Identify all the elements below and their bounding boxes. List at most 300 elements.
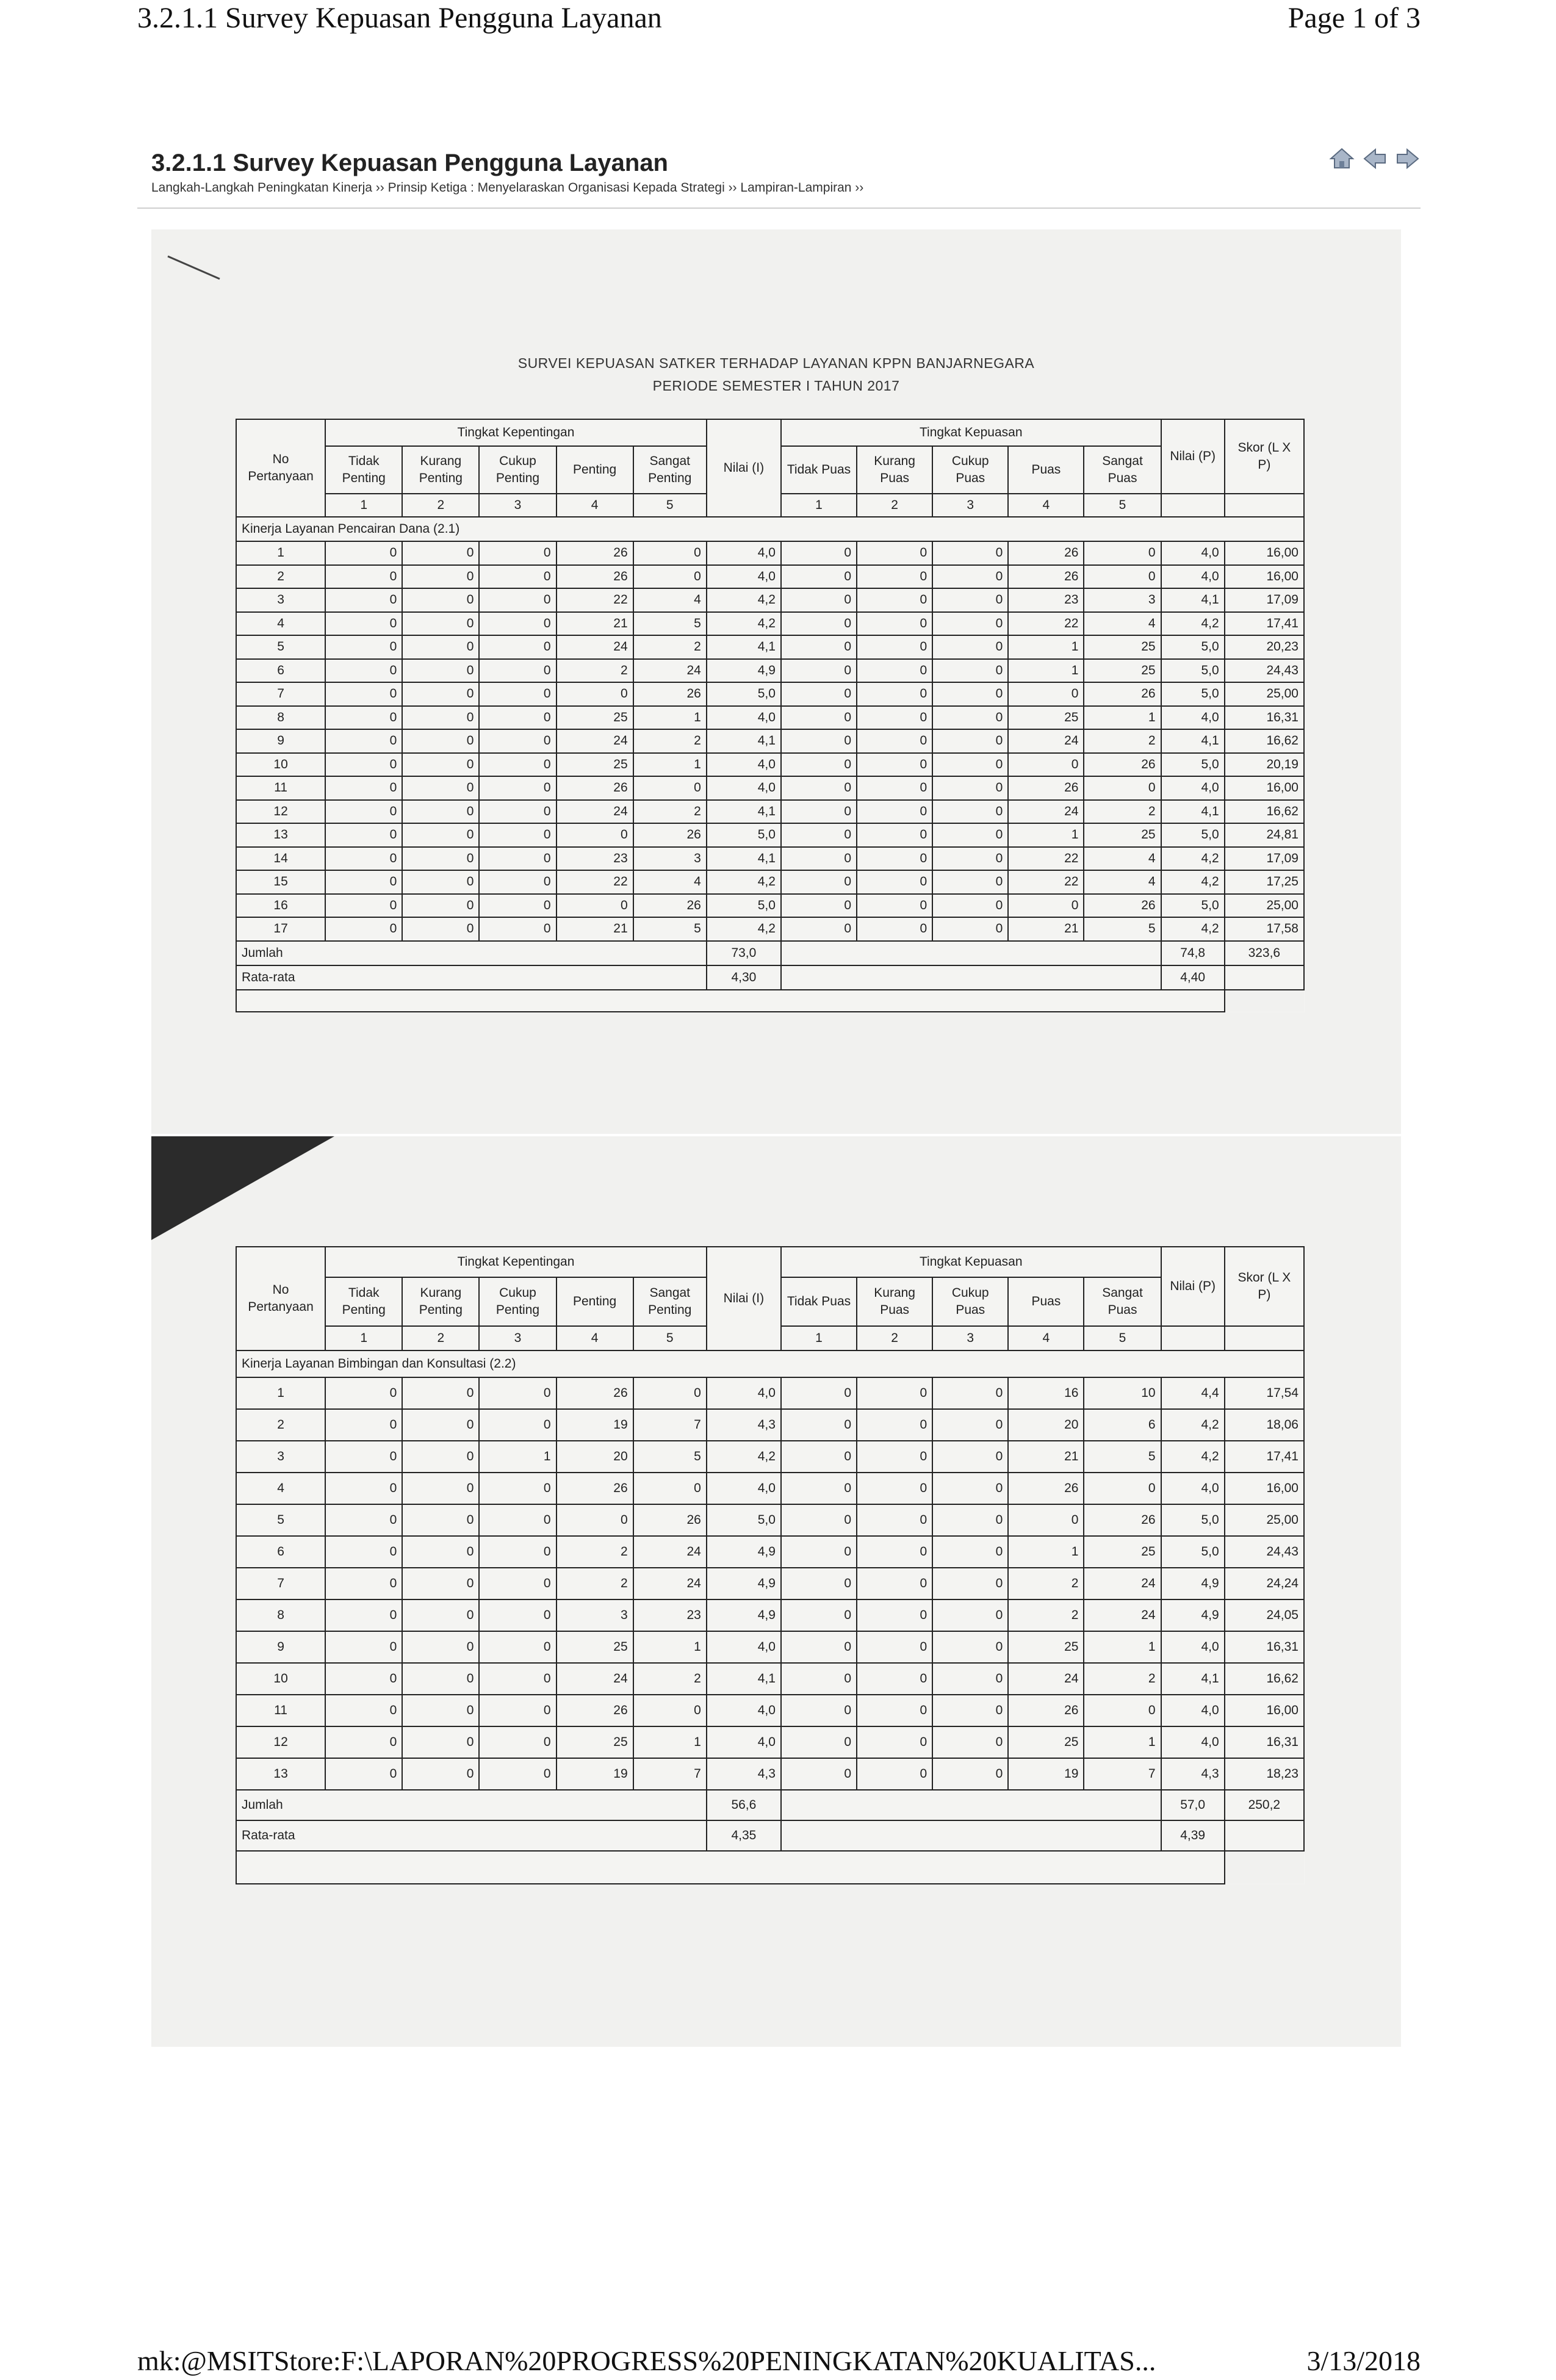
scale-value: 2 (857, 1326, 932, 1350)
cell-value: 24 (633, 1568, 707, 1599)
scale-value: 2 (402, 494, 479, 517)
cell-value: 0 (325, 682, 402, 706)
cell-value: 0 (556, 682, 633, 706)
cell-value: 0 (479, 1758, 556, 1790)
cell-value: 0 (932, 1695, 1008, 1726)
rata-rata-nilai-i: 4,35 (707, 1820, 781, 1851)
header-kepuasan-col: Cukup Puas (932, 446, 1008, 494)
cell-value: 0 (857, 753, 932, 777)
header-kepentingan-col: Kurang Penting (402, 1277, 479, 1326)
cell-value: 4,0 (1161, 706, 1225, 730)
cell-value: 0 (479, 588, 556, 612)
cell-value: 21 (556, 612, 633, 636)
scale-value: 4 (1008, 494, 1084, 517)
table-row (236, 1473, 1304, 1504)
nav-icons (1329, 146, 1421, 171)
cell-value: 0 (402, 635, 479, 659)
empty-cell (1225, 1851, 1304, 1884)
row-number: 7 (236, 682, 325, 706)
cell-value: 0 (325, 1536, 402, 1568)
cell-value: 0 (1008, 894, 1084, 918)
cell-value: 0 (781, 894, 857, 918)
cell-value: 5 (633, 612, 707, 636)
cell-value: 0 (402, 1536, 479, 1568)
scale-value: 3 (479, 494, 556, 517)
cell-value: 0 (932, 847, 1008, 871)
cell-value: 4,0 (1161, 776, 1225, 800)
scale-value: 5 (1084, 1326, 1161, 1350)
cell-value: 5,0 (1161, 1536, 1225, 1568)
header-kepentingan-col: Cukup Penting (479, 446, 556, 494)
cell-value: 0 (556, 894, 633, 918)
table-row (236, 870, 1304, 894)
cell-value: 5,0 (1161, 682, 1225, 706)
cell-value: 0 (325, 823, 402, 847)
survey-table-pencairan-dana (236, 419, 1305, 1012)
cell-value: 25 (1008, 1631, 1084, 1663)
cell-value: 25 (556, 1631, 633, 1663)
cell-value: 24 (1008, 1663, 1084, 1695)
header-kepuasan-col: Puas (1008, 1277, 1084, 1326)
scale-value: 4 (1008, 1326, 1084, 1350)
cell-value: 0 (479, 823, 556, 847)
cell-value: 0 (781, 541, 857, 565)
cell-value: 0 (932, 1599, 1008, 1631)
cell-value: 0 (857, 682, 932, 706)
row-number: 6 (236, 1536, 325, 1568)
cell-value: 0 (932, 635, 1008, 659)
jumlah-nilai-i: 56,6 (707, 1790, 781, 1820)
table-row (236, 588, 1304, 612)
cell-value: 0 (1084, 541, 1161, 565)
cell-value: 25,00 (1225, 682, 1304, 706)
cell-value: 1 (1084, 1631, 1161, 1663)
cell-value: 25 (1084, 1536, 1161, 1568)
cell-value: 4,0 (707, 1726, 781, 1758)
cell-value: 26 (633, 682, 707, 706)
cell-value: 19 (556, 1758, 633, 1790)
cell-value: 1 (633, 753, 707, 777)
cell-value: 25 (1084, 823, 1161, 847)
row-number: 16 (236, 894, 325, 918)
cell-value: 18,06 (1225, 1409, 1304, 1441)
cell-value: 16,62 (1225, 800, 1304, 824)
cell-value: 0 (781, 635, 857, 659)
cell-value: 22 (556, 870, 633, 894)
cell-value: 0 (857, 1695, 932, 1726)
cell-value: 16,62 (1225, 1663, 1304, 1695)
cell-value: 0 (325, 894, 402, 918)
cell-value: 4,1 (707, 1663, 781, 1695)
header-kepentingan-col: Sangat Penting (633, 446, 707, 494)
cell-value: 22 (1008, 870, 1084, 894)
cell-value: 24,05 (1225, 1599, 1304, 1631)
cell-value: 0 (932, 753, 1008, 777)
cell-value: 0 (932, 823, 1008, 847)
header-kepentingan-col: Tidak Penting (325, 446, 402, 494)
cell-value: 5,0 (1161, 894, 1225, 918)
cell-value: 26 (1084, 682, 1161, 706)
cell-value: 0 (781, 682, 857, 706)
cell-value: 0 (857, 894, 932, 918)
empty-cell (1225, 1326, 1304, 1350)
header-tingkat-kepuasan: Tingkat Kepuasan (781, 419, 1161, 446)
header-nilai-i: Nilai (I) (707, 1247, 781, 1350)
cell-value: 0 (857, 917, 932, 941)
cell-value: 0 (932, 706, 1008, 730)
cell-value: 5 (633, 917, 707, 941)
cell-value: 26 (556, 541, 633, 565)
table-row (236, 612, 1304, 636)
section-title: Kinerja Layanan Bimbingan dan Konsultasi (2.2) (236, 1350, 1304, 1377)
cell-value: 16,00 (1225, 565, 1304, 589)
cell-value: 0 (402, 1726, 479, 1758)
cell-value: 2 (633, 1663, 707, 1695)
row-number: 13 (236, 1758, 325, 1790)
scan-shadow (151, 1136, 347, 1246)
row-number: 7 (236, 1568, 325, 1599)
cell-value: 0 (932, 541, 1008, 565)
cell-value: 0 (781, 1473, 857, 1504)
cell-value: 4,2 (1161, 1441, 1225, 1473)
cell-value: 0 (781, 588, 857, 612)
scanned-page-2 (151, 1136, 1401, 2047)
cell-value: 0 (402, 1631, 479, 1663)
cell-value: 4,2 (1161, 870, 1225, 894)
cell-value: 4,0 (707, 541, 781, 565)
row-number: 3 (236, 588, 325, 612)
cell-value: 0 (932, 1441, 1008, 1473)
cell-value: 0 (479, 870, 556, 894)
row-number: 4 (236, 612, 325, 636)
cell-value: 17,09 (1225, 588, 1304, 612)
cell-value: 4,1 (1161, 729, 1225, 753)
cell-value: 4 (633, 870, 707, 894)
table-row (236, 729, 1304, 753)
empty-cell (1161, 1326, 1225, 1350)
jumlah-row (236, 1790, 1304, 1820)
cell-value: 19 (1008, 1758, 1084, 1790)
cell-value: 4,0 (707, 1631, 781, 1663)
row-number: 12 (236, 800, 325, 824)
cell-value: 0 (325, 1599, 402, 1631)
cell-value: 0 (402, 565, 479, 589)
print-header-page: Page 1 of 3 (1288, 2, 1421, 34)
cell-value: 0 (932, 1377, 1008, 1409)
cell-value: 0 (402, 1441, 479, 1473)
header-kepuasan-col: Kurang Puas (857, 1277, 932, 1326)
cell-value: 22 (556, 588, 633, 612)
cell-value: 0 (325, 635, 402, 659)
cell-value: 0 (325, 729, 402, 753)
table-row (236, 706, 1304, 730)
cell-value: 26 (633, 1504, 707, 1536)
empty-cell (1225, 965, 1304, 990)
header-no-pertanyaan: No Pertanyaan (236, 419, 325, 517)
cell-value: 0 (857, 1568, 932, 1599)
table-row (236, 800, 1304, 824)
cell-value: 0 (781, 776, 857, 800)
cell-value: 26 (1084, 753, 1161, 777)
cell-value: 0 (857, 565, 932, 589)
cell-value: 0 (932, 1504, 1008, 1536)
row-number: 2 (236, 1409, 325, 1441)
home-icon[interactable] (1329, 146, 1355, 171)
cell-value: 4,9 (1161, 1599, 1225, 1631)
cell-value: 0 (932, 612, 1008, 636)
cell-value: 0 (857, 1409, 932, 1441)
cell-value: 0 (402, 706, 479, 730)
cell-value: 4,2 (1161, 847, 1225, 871)
cell-value: 0 (781, 753, 857, 777)
cell-value: 0 (781, 823, 857, 847)
row-number: 5 (236, 1504, 325, 1536)
cell-value: 0 (556, 1504, 633, 1536)
cell-value: 0 (402, 1663, 479, 1695)
cell-value: 22 (1008, 612, 1084, 636)
row-number: 1 (236, 541, 325, 565)
cell-value: 0 (479, 1409, 556, 1441)
jumlah-skor: 250,2 (1225, 1790, 1304, 1820)
cell-value: 23 (1008, 588, 1084, 612)
scale-value: 1 (325, 1326, 402, 1350)
cell-value: 0 (932, 1631, 1008, 1663)
cell-value: 0 (479, 776, 556, 800)
cell-value: 0 (402, 612, 479, 636)
cell-value: 16,00 (1225, 1695, 1304, 1726)
header-row-groups (236, 419, 1304, 446)
cell-value: 1 (1008, 635, 1084, 659)
cell-value: 0 (325, 847, 402, 871)
cell-value: 0 (325, 588, 402, 612)
cell-value: 26 (556, 1695, 633, 1726)
row-number: 8 (236, 1599, 325, 1631)
cell-value: 7 (1084, 1758, 1161, 1790)
cell-value: 16,00 (1225, 776, 1304, 800)
breadcrumb[interactable]: Langkah-Langkah Peningkatan Kinerja ›› Prinsip Ketiga : Menyelaraskan Organisasi Kepada Strategi ›› Lampiran-Lampiran ›› (151, 181, 864, 195)
cell-value: 0 (479, 800, 556, 824)
header-kepuasan-col: Cukup Puas (932, 1277, 1008, 1326)
row-number: 1 (236, 1377, 325, 1409)
cell-value: 16,00 (1225, 541, 1304, 565)
cell-value: 0 (633, 541, 707, 565)
cell-value: 25 (1084, 635, 1161, 659)
row-number: 5 (236, 635, 325, 659)
cell-value: 0 (325, 1504, 402, 1536)
cell-value: 24 (556, 800, 633, 824)
cell-value: 1 (633, 706, 707, 730)
cell-value: 4,9 (707, 1568, 781, 1599)
header-no-pertanyaan: No Pertanyaan (236, 1247, 325, 1350)
empty-cell (781, 965, 1161, 990)
cell-value: 25,00 (1225, 1504, 1304, 1536)
scale-value: 4 (556, 494, 633, 517)
cell-value: 0 (781, 1695, 857, 1726)
cell-value: 4,1 (1161, 1663, 1225, 1695)
cell-value: 0 (479, 659, 556, 683)
row-number: 8 (236, 706, 325, 730)
header-nilai-p: Nilai (P) (1161, 419, 1225, 494)
cell-value: 24 (1008, 729, 1084, 753)
arrow-left-icon[interactable] (1362, 146, 1388, 171)
cell-value: 17,09 (1225, 847, 1304, 871)
cell-value: 26 (556, 565, 633, 589)
cell-value: 0 (932, 1758, 1008, 1790)
cell-value: 0 (479, 729, 556, 753)
cell-value: 0 (402, 917, 479, 941)
jumlah-skor: 323,6 (1225, 941, 1304, 965)
cell-value: 0 (932, 800, 1008, 824)
cell-value: 3 (633, 847, 707, 871)
cell-value: 0 (781, 1599, 857, 1631)
cell-value: 26 (556, 1473, 633, 1504)
table-row (236, 1663, 1304, 1695)
table-row (236, 1377, 1304, 1409)
page-head (151, 150, 1421, 195)
cell-value: 0 (479, 1473, 556, 1504)
cell-value: 2 (1084, 1663, 1161, 1695)
cell-value: 0 (479, 917, 556, 941)
cell-value: 4,2 (707, 870, 781, 894)
rata-rata-label: Rata-rata (236, 1820, 707, 1851)
header-skor: Skor (L X P) (1225, 1247, 1304, 1326)
cell-value: 24 (633, 659, 707, 683)
print-footer (137, 2345, 1421, 2380)
cell-value: 5,0 (707, 894, 781, 918)
cell-value: 1 (479, 1441, 556, 1473)
cell-value: 0 (325, 1568, 402, 1599)
cell-value: 0 (325, 1663, 402, 1695)
cell-value: 0 (633, 1473, 707, 1504)
cell-value: 4,1 (707, 635, 781, 659)
cell-value: 23 (633, 1599, 707, 1631)
table-row (236, 1504, 1304, 1536)
cell-value: 5,0 (1161, 823, 1225, 847)
empty-cell (781, 941, 1161, 965)
cell-value: 20,23 (1225, 635, 1304, 659)
row-number: 2 (236, 565, 325, 589)
cell-value: 0 (556, 823, 633, 847)
arrow-right-icon[interactable] (1395, 146, 1421, 171)
cell-value: 5 (633, 1441, 707, 1473)
scale-value: 3 (932, 494, 1008, 517)
cell-value: 20,19 (1225, 753, 1304, 777)
cell-value: 0 (932, 894, 1008, 918)
header-skor: Skor (L X P) (1225, 419, 1304, 494)
cell-value: 0 (781, 870, 857, 894)
cell-value: 0 (932, 1568, 1008, 1599)
rata-rata-row (236, 965, 1304, 990)
table-row (236, 1568, 1304, 1599)
cell-value: 2 (556, 1568, 633, 1599)
cell-value: 0 (402, 1695, 479, 1726)
header-nilai-p: Nilai (P) (1161, 1247, 1225, 1326)
cell-value: 0 (402, 800, 479, 824)
cell-value: 26 (1008, 1473, 1084, 1504)
cell-value: 3 (556, 1599, 633, 1631)
scale-value: 1 (325, 494, 402, 517)
cell-value: 0 (325, 565, 402, 589)
header-kepuasan-col: Tidak Puas (781, 446, 857, 494)
cell-value: 0 (857, 706, 932, 730)
scale-value: 2 (402, 1326, 479, 1350)
cell-value: 4,0 (707, 565, 781, 589)
table-row (236, 776, 1304, 800)
cell-value: 0 (932, 588, 1008, 612)
cell-value: 0 (1008, 753, 1084, 777)
cell-value: 4,0 (1161, 1473, 1225, 1504)
cell-value: 0 (857, 729, 932, 753)
survey-title: SURVEI KEPUASAN SATKER TERHADAP LAYANAN KPPN BANJARNEGARA (517, 355, 1035, 371)
header-tingkat-kepuasan: Tingkat Kepuasan (781, 1247, 1161, 1277)
header-kepentingan-col: Sangat Penting (633, 1277, 707, 1326)
cell-value: 25,00 (1225, 894, 1304, 918)
cell-value: 17,41 (1225, 1441, 1304, 1473)
cell-value: 0 (402, 776, 479, 800)
cell-value: 0 (479, 541, 556, 565)
section-row (236, 517, 1304, 541)
scanned-page-1 (151, 229, 1401, 1134)
cell-value: 0 (1084, 776, 1161, 800)
cell-value: 2 (556, 659, 633, 683)
cell-value: 0 (781, 1631, 857, 1663)
cell-value: 25 (556, 753, 633, 777)
cell-value: 0 (402, 870, 479, 894)
cell-value: 24 (556, 1663, 633, 1695)
pen-mark (165, 251, 226, 288)
cell-value: 4,2 (1161, 917, 1225, 941)
cell-value: 0 (781, 612, 857, 636)
table-row (236, 1758, 1304, 1790)
cell-value: 0 (633, 565, 707, 589)
row-number: 10 (236, 753, 325, 777)
cell-value: 0 (479, 1726, 556, 1758)
cell-value: 0 (479, 1504, 556, 1536)
cell-value: 6 (1084, 1409, 1161, 1441)
rata-rata-nilai-p: 4,39 (1161, 1820, 1225, 1851)
cell-value: 0 (402, 1568, 479, 1599)
header-kepentingan-col: Penting (556, 446, 633, 494)
empty-cell (1225, 990, 1304, 1012)
row-number: 11 (236, 1695, 325, 1726)
cell-value: 0 (325, 541, 402, 565)
row-number: 3 (236, 1441, 325, 1473)
cell-value: 0 (402, 823, 479, 847)
table-row (236, 565, 1304, 589)
print-footer-date: 3/13/2018 (1306, 2345, 1421, 2376)
jumlah-nilai-i: 73,0 (707, 941, 781, 965)
cell-value: 24,81 (1225, 823, 1304, 847)
cell-value: 4,0 (1161, 1631, 1225, 1663)
header-kepentingan-col: Penting (556, 1277, 633, 1326)
cell-value: 24,43 (1225, 659, 1304, 683)
table-row (236, 1726, 1304, 1758)
cell-value: 0 (325, 1695, 402, 1726)
cell-value: 1 (1008, 1536, 1084, 1568)
survey-period: PERIODE SEMESTER I TAHUN 2017 (652, 378, 900, 394)
cell-value: 4,3 (707, 1758, 781, 1790)
cell-value: 4,0 (707, 1473, 781, 1504)
row-number: 12 (236, 1726, 325, 1758)
cell-value: 26 (1084, 1504, 1161, 1536)
cell-value: 0 (325, 870, 402, 894)
table-row (236, 1599, 1304, 1631)
jumlah-nilai-p: 74,8 (1161, 941, 1225, 965)
cell-value: 24,43 (1225, 1536, 1304, 1568)
cell-value: 0 (781, 659, 857, 683)
cell-value: 0 (1084, 1695, 1161, 1726)
scale-value: 4 (556, 1326, 633, 1350)
